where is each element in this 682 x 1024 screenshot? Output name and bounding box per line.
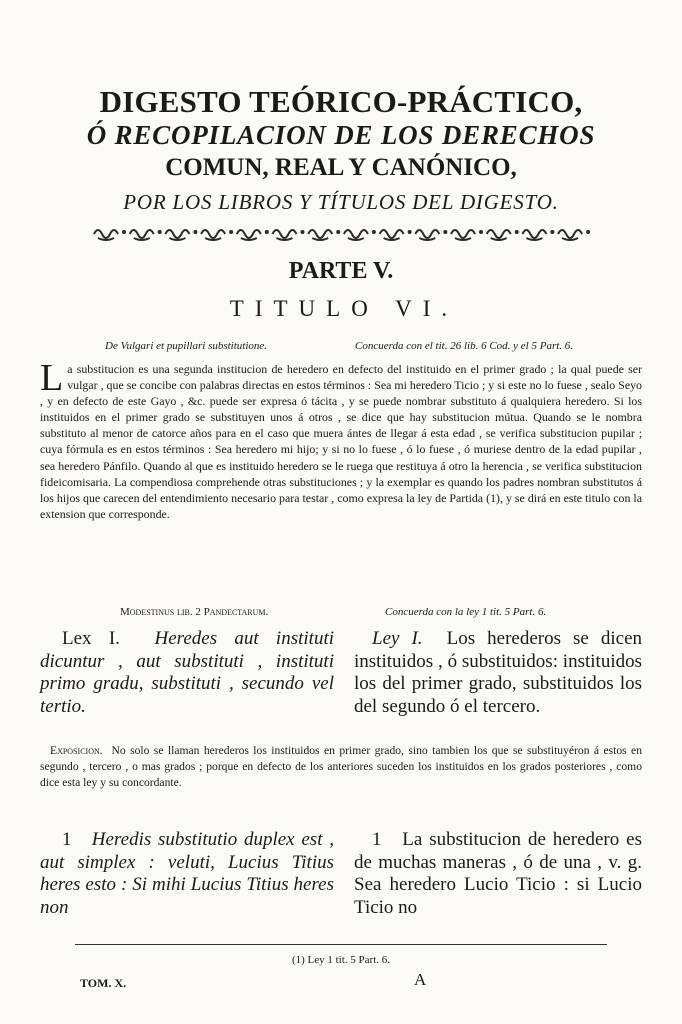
ornament-flourish	[522, 230, 546, 240]
lex1-latin-label: Lex I.	[62, 628, 120, 649]
sec1-latin-text: Heredis substitutio duplex est , aut simplex : veluti, Lucius Titius heres esto : Si mihi Lucius Titius heres non	[40, 829, 334, 918]
ornament-flourish	[273, 230, 297, 240]
exposicion-paragraph	[40, 743, 642, 791]
ornament-flourish	[380, 230, 404, 240]
ornament-dot	[550, 230, 554, 234]
ornament-dot	[158, 230, 162, 234]
lex1-spanish-text: Los herederos se dicen instituidos , ó substituidos: instituidos los del primer grado, substituidos los del segundo ó el tercero.	[354, 628, 643, 717]
ornament-flourish	[558, 230, 582, 240]
ornament-flourish	[165, 230, 189, 240]
ornament-flourish	[415, 230, 439, 240]
ornament-flourish	[94, 230, 118, 240]
ornament-flourish	[201, 230, 225, 240]
lex-ref-right: Concuerda con la ley 1 tit. 5 Part. 6.	[385, 606, 547, 618]
lex1-latin-text: Heredes aut instituti dicuntur , aut substituti , instituti primo gradu, substituti , secundo vel tertio.	[40, 628, 335, 717]
title-line-3: COMUN, REAL Y CANÓNICO,	[165, 154, 517, 181]
titulo-heading: TITULO VI.	[229, 296, 459, 321]
ornament-dot	[372, 230, 376, 234]
ornament-flourish	[451, 230, 475, 240]
footnote-rule	[75, 944, 607, 945]
intro-paragraph	[40, 357, 642, 522]
ornament-flourish	[344, 230, 368, 240]
drop-cap: L	[40, 357, 64, 399]
lex-ref-left: Modestinus lib. 2 Pandectarum.	[120, 606, 269, 618]
ornament-border	[90, 226, 590, 242]
ornament-dot	[443, 230, 447, 234]
sec1-spanish-text: La substitucion de heredero es de muchas maneras , ó de una , v. g. Sea heredero Lucio Ticio : si Lucio Ticio no	[354, 829, 643, 918]
ornament-dot	[265, 230, 269, 234]
ornament-dot	[479, 230, 483, 234]
ornament-flourish	[130, 230, 154, 240]
sec1-latin-num: 1	[62, 829, 72, 850]
footnote: (1) Ley 1 tit. 5 Part. 6.	[291, 954, 391, 966]
ornament-dot	[229, 230, 233, 234]
ornament-dot	[336, 230, 340, 234]
ref-left: De Vulgari et pupillari substitutione.	[105, 340, 268, 352]
ornament-flourish	[237, 230, 261, 240]
sec1-spanish	[354, 829, 642, 919]
ornament-dot	[193, 230, 197, 234]
exposicion-label: Exposicion.	[50, 744, 103, 757]
lex1-spanish	[354, 628, 642, 718]
title-line-2: Ó RECOPILACION DE LOS DERECHOS	[86, 120, 596, 150]
ornament-flourish	[487, 230, 511, 240]
lex1-spanish-label: Ley I.	[372, 628, 423, 649]
signature-mark: A	[414, 970, 427, 989]
exposicion-text: No solo se llaman herederos los instituidos en primer grado, sino tambien los que se substituyéron á estos en segundo , tercero , o mas grados ; porque en defecto de los anteriores suceden los instituidos en los grados posteriores , como dice esta ley y su concordante.	[40, 744, 642, 789]
ornament-dot	[301, 230, 305, 234]
volume-label: TOM. X.	[80, 976, 127, 990]
sec1-latin	[40, 829, 334, 919]
ornament-flourish	[308, 230, 332, 240]
title-line-4: POR LOS LIBROS Y TÍTULOS DEL DIGESTO.	[123, 190, 559, 214]
ornament-dot	[586, 230, 590, 234]
ornament-dot	[515, 230, 519, 234]
ornament-dot	[122, 230, 126, 234]
intro-text: a substitucion es una segunda institucion de heredero en defecto del instituido en el primer grado ; la qual puede ser vulgar , que se concibe con palabras directas en estos términos : Sea mi heredero Ticio ; y si este no lo fuese , sealo Seyo , y en defecto de este Gayo , &c. puede ser expresa ó tácita , y se puede nombrar substituto á qualquiera heredero. Si los instituidos en el primer grado se substituyen unos á otros , se dice que hay substitucion mútua. Quando se le nombra substituto al menor de catorce años para en el caso que muera ántes de llegar á esta edad , se verifica substitucion pupilar ; cuya fórmula es en estos términos : Sea heredero mi hijo; y si no lo fuese , ó lo fuese , ó muriese dentro de la edad pupilar , sea heredero Pánfilo. Quando al que es instituido heredero se le ruega que restituya á otro la herencia , se verifica substitucion fideicomisaria. La compendiosa comprehende otras substituciones ; y la exemplar es quando los padres nombran substitutos á los hijos que carecen del entendimiento necesario para testar , como expresa la ley de Partida (1), y se dirá en este titulo con la extension que corresponde.	[40, 362, 642, 521]
sec1-spanish-num: 1	[372, 829, 382, 850]
ornament-dot	[408, 230, 412, 234]
lex1-latin	[40, 628, 334, 718]
parte-heading: PARTE V.	[288, 258, 394, 284]
ref-right: Concuerda con el tit. 26 lib. 6 Cod. y el 5 Part. 6.	[355, 340, 574, 352]
title-line-1: DIGESTO TEÓRICO-PRÁCTICO,	[99, 84, 583, 119]
